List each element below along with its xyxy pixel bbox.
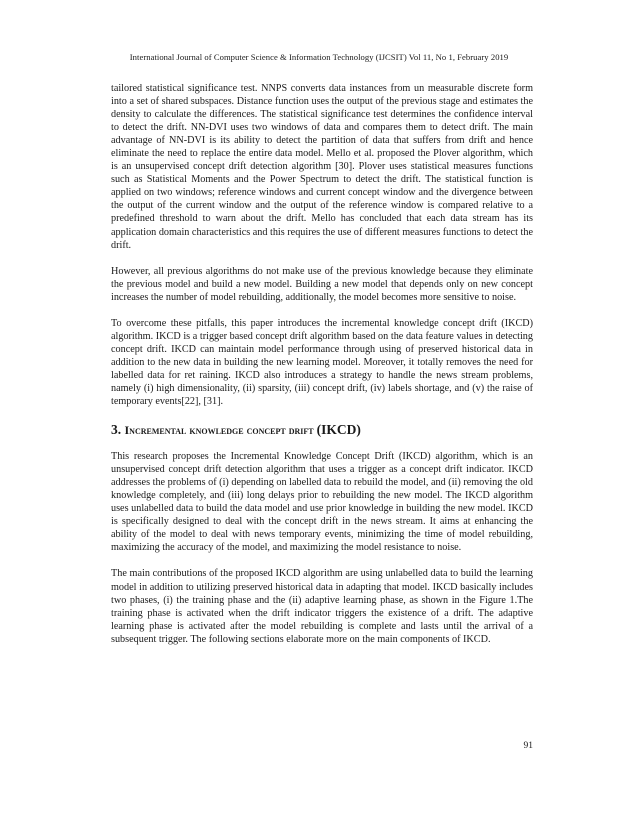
page-number: 91 (523, 741, 533, 751)
paragraph-previous-knowledge: However, all previous algorithms do not make use of the previous knowledge because they eliminate the previous model and build a new model. Building a new model that depends only on new concept increases the number of model rebuilding, additionally, the model becomes more sensitive to noise. (111, 265, 533, 303)
paragraph-ikcd-intro: To overcome these pitfalls, this paper introduces the incremental knowledge concept drift (IKCD) algorithm. IKCD is a trigger based concept drift algorithm based on the data feature values in detecting concept drift. IKCD can maintain model performance through using of preserved historical data in addition to the new data in building the new learning model. Moreover, it totally removes the need for labelled data for ret raining. IKCD also introduces a strategy to handle the news stream problems, namely (i) high dimensionality, (ii) sparsity, (iii) concept drift, (iv) labels shortage, and (v) the raise of temporary events[22], [31]. (111, 317, 533, 408)
running-header: International Journal of Computer Science & Information Technology (IJCSIT) Vol 11, No 1, February 2019 (129, 52, 509, 62)
paragraph-ikcd-proposal: This research proposes the Incremental Knowledge Concept Drift (IKCD) algorithm, which is an unsupervised concept drift detection algorithm that uses a trigger as a concept drift indicator. IKCD addresses the problems of (i) depending on labelled data to rebuild the model, and (ii) removing the old knowledge completely, and (iii) long delays prior to rebuilding the new model. The IKCD algorithm uses unlabelled data to build the data model and use prior knowledge in building the new model. IKCD is specifically designed to deal with the concept drift in the news stream. It aims at enhancing the ability of the model to deal with news temporary events, minimizing the time of model rebuilding, maximizing the accuracy of the model, and maximizing the model resistance to noise. (111, 451, 533, 554)
section-title: Incremental knowledge concept drift (124, 423, 317, 438)
paragraph-contributions: The main contributions of the proposed IKCD algorithm are using unlabelled data to build the learning model in addition to utilizing preserved historical data in adapting that model. IKCD basically includes two phases, (i) the training phase and the (ii) adaptive learning phase, as shown in the Figure 1.The training phase is activated when the drift indicator triggers the existence of a drift. The adaptive learning phase is activated after the model rebuilding is complete and lasts until the arrival of a subsequent trigger. The following sections elaborate more on the main components of IKCD. (111, 568, 533, 645)
section-number: 3. (111, 422, 125, 438)
paragraph-nn-dvi-plover: tailored statistical significance test. NNPS converts data instances from un measurable discrete form into a set of shared subspaces. Distance function uses the output of the previous stage and estimates the density to calculate the differences. The statistical significance test determines the confidence interval to detect the drift. NN-DVI uses two windows of data and compares them to detect drift. The main advantage of NN-DVI is its ability to detect the partition of data that suffers from drift and hence eliminate the need to replace the entire data model. Mello et al. proposed the Plover algorithm, which is an unsupervised concept drift detection algorithm [30]. Plover uses statistical measures functions such as Statistical Moments and the Power Spectrum to detect the drift. The statistical function is applied on two windows; reference windows and current concept window and the divergence between the output of the current window and the output of the reference window is compared relative to a predefined threshold to warn about the drift. Mello has concluded that each data stream has its application domain characteristics and this requires the use of different measures functions to detect the drift. (111, 83, 533, 251)
page-body (111, 82, 533, 659)
section-title-abbrev: (IKCD) (316, 422, 361, 438)
section-heading (111, 421, 533, 439)
